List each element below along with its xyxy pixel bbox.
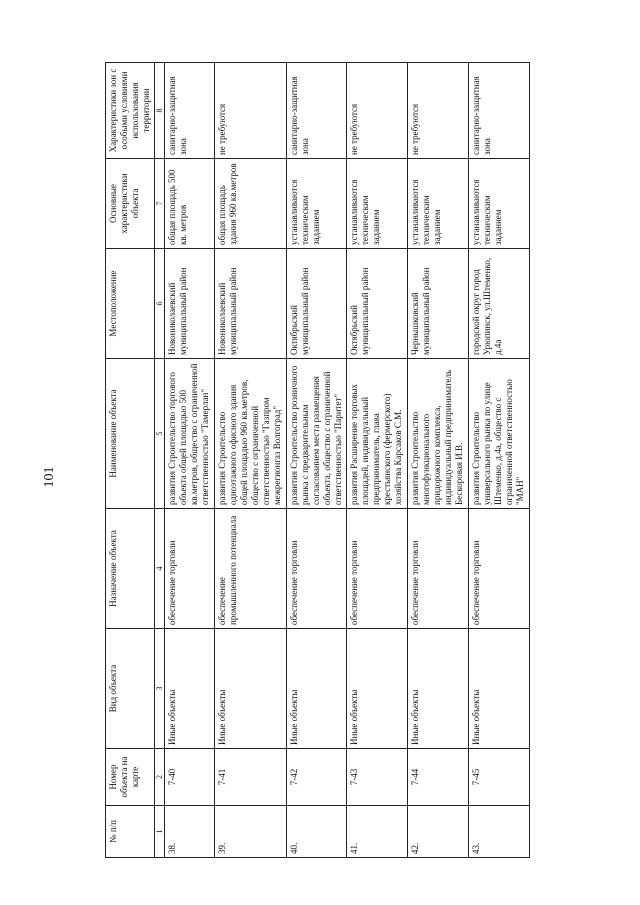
- col-number: 6: [155, 249, 165, 359]
- purpose-tag: развития: [216, 470, 227, 505]
- row-index: 43.: [469, 806, 530, 858]
- object-location: Новониколаевский муниципальный район: [214, 249, 286, 359]
- object-characteristics: общая площадь здания 960 кв.метров: [214, 159, 286, 249]
- object-kind: Иные объекты: [408, 629, 469, 749]
- zone-characteristics: санитарно-защитная зона: [165, 63, 215, 159]
- object-name-text: Строительство универсального рынка по улице Штеменко, д.4а, общество с ограниченной ответственностью "МАН": [471, 379, 526, 505]
- object-purpose: [469, 509, 530, 629]
- object-name-text: Строительство одноэтажного офисного здания общей площадью 960 кв.метров, общество с ограниченной ответственностью "Газпром межрегионгаз Волгоград": [216, 379, 282, 505]
- object-location: Чернышковский муниципальный район: [408, 249, 469, 359]
- object-name-text: Строительство розничного рынка с предварительным согласованием места размещения объекта, общество с ограниченной ответственностью "Паритет": [288, 365, 343, 505]
- purpose-text: обеспечение торговли: [471, 540, 482, 625]
- table-row: [165, 63, 215, 858]
- header-row: [106, 63, 155, 858]
- col-number: 3: [155, 629, 165, 749]
- purpose-text: обеспечение торговли: [410, 540, 421, 625]
- object-purpose: [165, 509, 215, 629]
- purpose-text: обеспечение промышленного потенциала: [216, 515, 238, 625]
- zone-characteristics: не требуются: [214, 63, 286, 159]
- col-header-purpose: Назначение объекта: [106, 509, 155, 629]
- object-name-text: Строительство многофункционального придорожного комплекса, индивидуальный предприниматель Бескоровая И.В.: [410, 369, 465, 505]
- object-name: [347, 359, 408, 509]
- object-purpose: [347, 509, 408, 629]
- object-purpose: [286, 509, 347, 629]
- object-characteristics: устанавливаются техническим заданием: [347, 159, 408, 249]
- purpose-tag: развития: [471, 470, 482, 505]
- purpose-text: обеспечение торговли: [288, 540, 299, 625]
- object-kind: Иные объекты: [469, 629, 530, 749]
- object-name-text: Строительство торгового объекта общей площадью 500 кв.метров, общество с ограниченной ответственностью "Тамерлан": [167, 363, 210, 505]
- table-row: [408, 63, 469, 858]
- table-row: [286, 63, 347, 858]
- zone-characteristics: санитарно-защитная зона: [469, 63, 530, 159]
- table-row: [214, 63, 286, 858]
- col-number: 8: [155, 63, 165, 159]
- object-kind: Иные объекты: [165, 629, 215, 749]
- rotated-table-container: [105, 63, 530, 858]
- table-row: [469, 63, 530, 858]
- table-row: [347, 63, 408, 858]
- object-characteristics: устанавливаются техническим заданием: [469, 159, 530, 249]
- map-number: 7-45: [469, 749, 530, 806]
- object-kind: Иные объекты: [347, 629, 408, 749]
- col-number: 1: [155, 806, 165, 858]
- object-name: [469, 359, 530, 509]
- purpose-text: обеспечение торговли: [167, 540, 177, 625]
- object-characteristics: устанавливаются техническим заданием: [408, 159, 469, 249]
- col-number: 7: [155, 159, 165, 249]
- purpose-text: обеспечение торговли: [349, 540, 360, 625]
- row-index: 39.: [214, 806, 286, 858]
- object-characteristics: устанавливаются техническим заданием: [286, 159, 347, 249]
- col-header-kind: Вид объекта: [106, 629, 155, 749]
- col-header-zones: Характеристики зон с особыми условиями использования территории: [106, 63, 155, 159]
- object-location: Новониколаевский муниципальный район: [165, 249, 215, 359]
- map-number: 7-44: [408, 749, 469, 806]
- object-name: [214, 359, 286, 509]
- purpose-tag: развития: [410, 470, 421, 505]
- map-number: 7-40: [165, 749, 215, 806]
- object-name: [286, 359, 347, 509]
- page-number: 101: [42, 466, 57, 488]
- object-name: [165, 359, 215, 509]
- row-index: 41.: [347, 806, 408, 858]
- object-location: городской округ город Урюпинск, ул.Штеменко, д.4а: [469, 249, 530, 359]
- map-number: 7-42: [286, 749, 347, 806]
- zoning-objects-table: [105, 62, 530, 858]
- col-header-characteristics: Основные характеристики объекта: [106, 159, 155, 249]
- row-index: 42.: [408, 806, 469, 858]
- col-number: 5: [155, 359, 165, 509]
- col-number: 2: [155, 749, 165, 806]
- object-kind: Иные объекты: [214, 629, 286, 749]
- column-number-row: [155, 63, 165, 858]
- zone-characteristics: не требуются: [347, 63, 408, 159]
- purpose-tag: развития: [349, 470, 360, 505]
- col-number: 4: [155, 509, 165, 629]
- row-index: 40.: [286, 806, 347, 858]
- zone-characteristics: санитарно-защитная зона: [286, 63, 347, 159]
- col-header-location: Местоположение: [106, 249, 155, 359]
- object-name-text: Расширение торговых площадей, индивидуальный предприниматель, глава крестьянского (фермерского) хозяйства Карсаков С.М.: [349, 384, 404, 505]
- map-number: 7-43: [347, 749, 408, 806]
- map-number: 7-41: [214, 749, 286, 806]
- col-header-map-number: Номер объекта на карте: [106, 749, 155, 806]
- object-name: [408, 359, 469, 509]
- object-purpose: [214, 509, 286, 629]
- object-purpose: [408, 509, 469, 629]
- object-kind: Иные объекты: [286, 629, 347, 749]
- purpose-tag: развития: [288, 470, 299, 505]
- zone-characteristics: не требуются: [408, 63, 469, 159]
- purpose-tag: развития: [167, 470, 177, 505]
- object-characteristics: общая площадь 500 кв. метров: [165, 159, 215, 249]
- col-header-index: № п/п: [106, 806, 155, 858]
- object-location: Октябрьский муниципальный район: [347, 249, 408, 359]
- row-index: 38.: [165, 806, 215, 858]
- object-location: Октябрьский муниципальный район: [286, 249, 347, 359]
- col-header-name: Наименование объекта: [106, 359, 155, 509]
